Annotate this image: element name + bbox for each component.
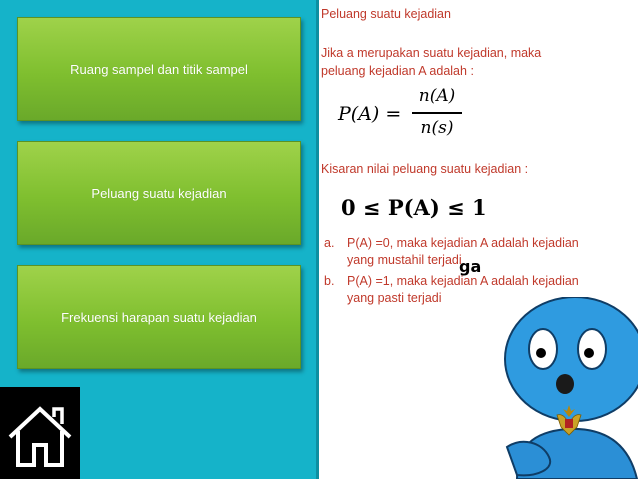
list-item-b-marker: b. — [324, 274, 335, 288]
list-item-a-line1: P(A) =0, maka kejadian A adalah kejadian — [347, 236, 579, 250]
formula-numerator: n(A) — [418, 86, 456, 106]
range-label: Kisaran nilai peluang suatu kejadian : — [321, 162, 529, 176]
formula-denominator: n(s) — [420, 118, 454, 138]
nav-ruang-sampel-button[interactable] — [17, 17, 301, 121]
nav-peluang-label: Peluang suatu kejadian — [91, 185, 227, 201]
list-item-a-line2: yang mustahil terjadi — [347, 253, 462, 267]
formula-lhs: P(A) = — [338, 103, 402, 125]
overlay-text: ga — [459, 257, 482, 276]
content-heading: Peluang suatu kejadian — [321, 7, 451, 21]
list-item-b-line2: yang pasti terjadi — [347, 291, 442, 305]
nav-ruang-sampel-label: Ruang sampel dan titik sampel — [70, 61, 248, 77]
fraction-bar — [412, 112, 462, 114]
list-item-b-line1: P(A) =1, maka kejadian A adalah kejadian — [347, 274, 579, 288]
list-item-a-marker: a. — [324, 236, 335, 250]
nav-peluang-button[interactable] — [17, 141, 301, 245]
range-formula: 0 ≤ P(A) ≤ 1 — [341, 195, 487, 220]
nav-frekuensi-harapan-label: Frekuensi harapan suatu kejadian — [61, 309, 257, 325]
intro-line-1: Jika a merupakan suatu kejadian, maka — [321, 46, 542, 60]
mascot-character — [497, 297, 638, 479]
home-icon — [0, 387, 80, 479]
intro-line-2: peluang kejadian A adalah : — [321, 64, 474, 78]
home-button[interactable] — [0, 387, 80, 479]
nav-frekuensi-harapan-button[interactable] — [17, 265, 301, 369]
